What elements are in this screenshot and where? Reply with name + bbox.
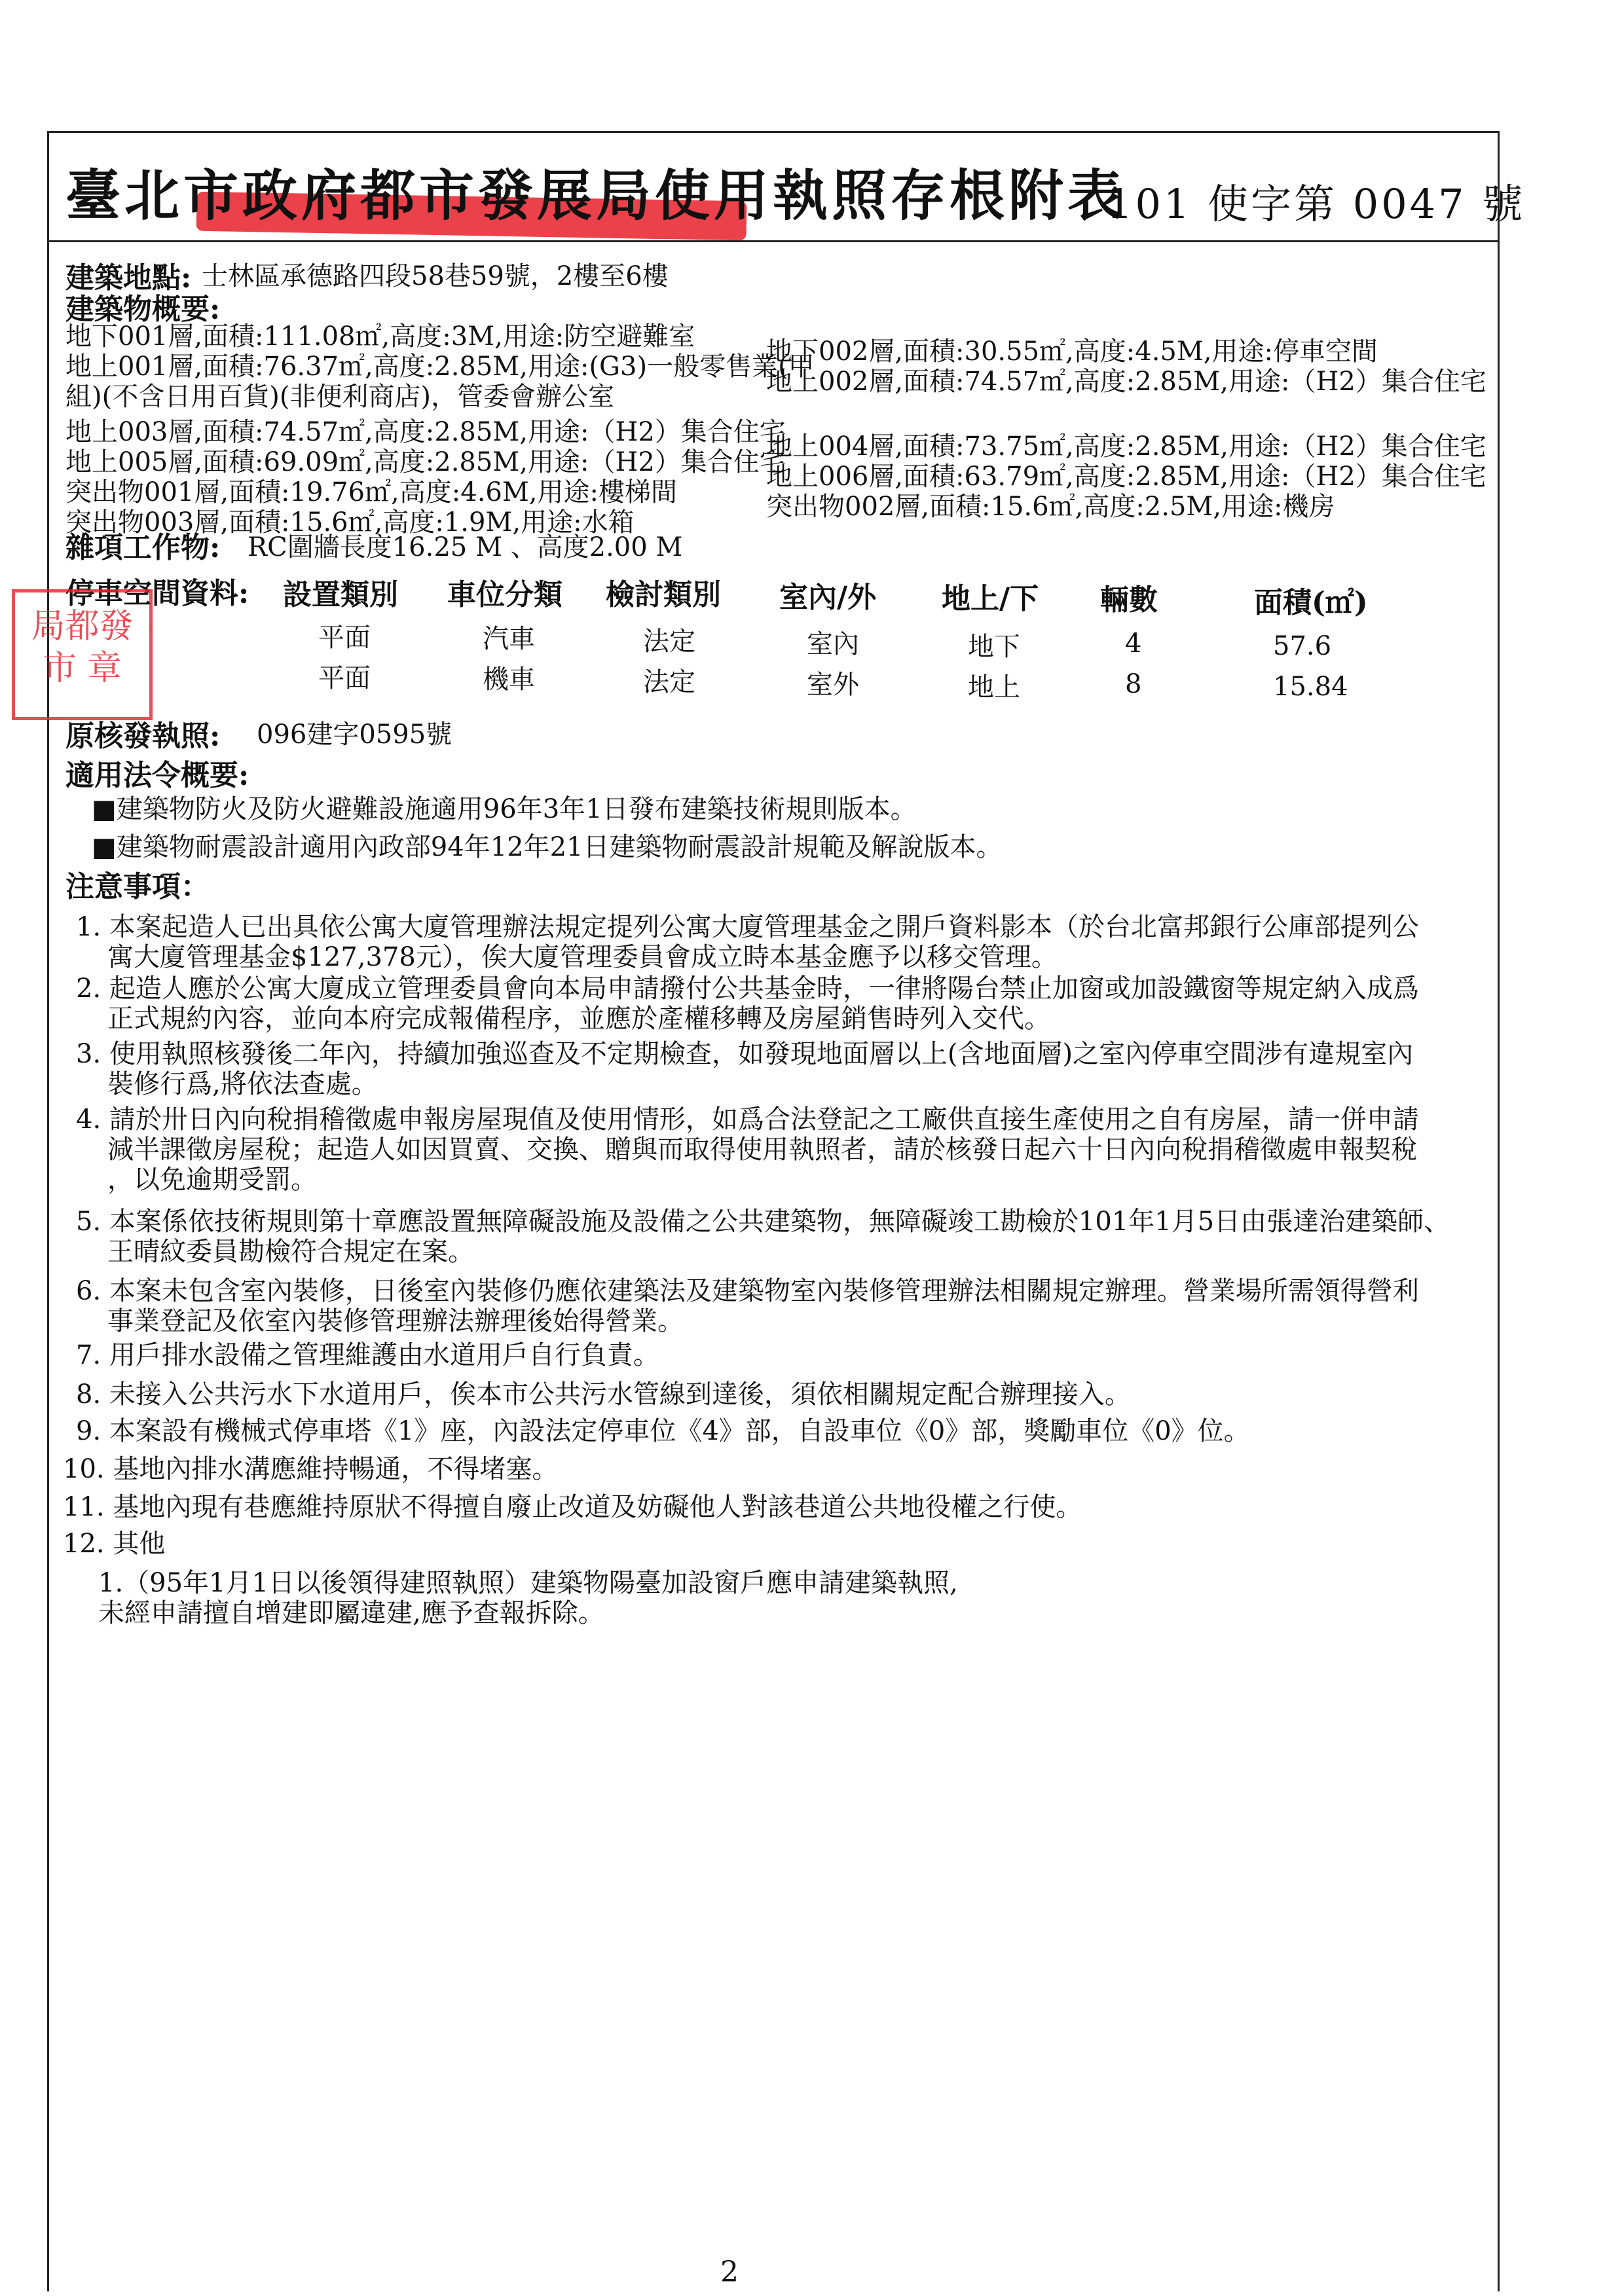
- note-line: 寓大廈管理基金$127,378元），俟大廈管理委員會成立時本基金應予以移交管理。: [107, 942, 1058, 972]
- parking-label: 停車空間資料:: [65, 577, 249, 610]
- note-line: 11. 基地內現有巷應維持原狀不得擅自廢止改道及妨礙他人對該巷道公共地役權之行使。: [63, 1492, 1082, 1522]
- parking-header: 輛數: [1100, 583, 1158, 617]
- misc-value: RC圍牆長度16.25 M 、高度2.00 M: [248, 532, 683, 562]
- overview-line: 地下001層,面積:111.08㎡,高度:3M,用途:防空避難室: [65, 321, 695, 352]
- note-line: 未經申請擅自增建即屬違建,應予查報拆除。: [98, 1598, 604, 1628]
- original-permit-label: 原核發執照:: [65, 720, 221, 753]
- document-title: 臺北市政府都市發展局使用執照存根附表: [65, 163, 1127, 228]
- note-line: 1. 本案起造人已出具依公寓大廈管理辦法規定提列公寓大廈管理基金之開戶資料影本（於台北富邦銀行公庫部提列公: [76, 912, 1419, 942]
- parking-header: 檢討類別: [606, 578, 721, 611]
- parking-cell: 57.6: [1273, 631, 1332, 661]
- note-line: 裝修行爲,將依法查處。: [107, 1069, 378, 1099]
- parking-cell: 地上: [968, 672, 1020, 702]
- permit-number: 101 使字第 0047 號: [1107, 180, 1526, 228]
- parking-cell: 機車: [483, 665, 535, 695]
- overview-right-line: 地上004層,面積:73.75㎡,高度:2.85M,用途:（H2）集合住宅: [766, 431, 1486, 462]
- overview-line: 地上005層,面積:69.09㎡,高度:2.85M,用途:（H2）集合住宅: [65, 447, 786, 477]
- notes-label: 注意事項：: [65, 870, 210, 903]
- parking-header: 設置類別: [283, 578, 398, 611]
- site-label: 建築地點:: [65, 261, 192, 295]
- original-permit-value: 096建字0595號: [257, 720, 452, 750]
- overview-right-line: 地上002層,面積:74.57㎡,高度:2.85M,用途:（H2）集合住宅: [766, 367, 1486, 397]
- note-line: 10. 基地內排水溝應維持暢通，不得堵塞。: [63, 1454, 559, 1484]
- note-line: 3. 使用執照核發後二年內，持續加強巡查及不定期檢查，如發現地面層以上(含地面層)之室內停車空間涉有違規室內: [76, 1039, 1414, 1069]
- note-line: 事業登記及依室內裝修管理辦法辦理後始得營業。: [107, 1306, 684, 1336]
- laws-label: 適用法令概要:: [65, 759, 249, 792]
- overview-line: 地上001層,面積:76.37㎡,高度:2.85M,用途:(G3)一般零售業(甲: [65, 352, 815, 382]
- parking-cell: 汽車: [483, 624, 535, 654]
- note-line: 8. 未接入公共污水下水道用戶，俟本市公共污水管線到達後，須依相關規定配合辦理接入。: [76, 1379, 1131, 1410]
- red-official-seal: 局都發市 章: [12, 589, 153, 720]
- overview-line: 突出物001層,面積:19.76㎡,高度:4.6M,用途:樓梯間: [65, 477, 678, 507]
- site-value: 士林區承德路四段58巷59號，2樓至6樓: [202, 261, 669, 291]
- note-line: 7. 用戶排水設備之管理維護由水道用戶自行負責。: [76, 1340, 659, 1370]
- overview-line: 突出物003層,面積:15.6㎡,高度:1.9M,用途:水箱: [65, 507, 635, 538]
- note-line: 正式規約內容，並向本府完成報備程序，並應於產權移轉及房屋銷售時列入交代。: [107, 1004, 1050, 1034]
- parking-header: 地上/下: [942, 582, 1039, 615]
- parking-header: 車位分類: [447, 578, 563, 611]
- parking-cell: 室外: [807, 670, 859, 700]
- note-line: 2. 起造人應於公寓大廈成立管理委員會向本局申請撥付公共基金時，一律將陽台禁止加窗或加設鐵窗等規定納入成爲: [76, 974, 1419, 1004]
- parking-cell: 法定: [643, 627, 695, 657]
- parking-cell: 15.84: [1273, 672, 1348, 702]
- note-line: 9. 本案設有機械式停車塔《1》座，內設法定停車位《4》部，自設車位《0》部，獎勵車位《0》位。: [76, 1416, 1250, 1446]
- parking-header: 室內/外: [779, 581, 877, 614]
- parking-cell: 法定: [643, 667, 695, 697]
- note-line: 6. 本案未包含室內裝修，日後室內裝修仍應依建築法及建築物室內裝修管理辦法相關規定辦理。營業場所需領得營利: [76, 1276, 1419, 1306]
- note-line: 王晴紋委員勘檢符合規定在案。: [107, 1237, 474, 1267]
- note-line: 1.（95年1月1日以後領得建照執照）建築物陽臺加設窗戶應申請建築執照,: [98, 1568, 958, 1598]
- note-line: 4. 請於卅日內向稅捐稽徵處申報房屋現值及使用情形，如爲合法登記之工廠供直接生產使用之自有房屋，請一併申請: [76, 1104, 1419, 1135]
- overview-right-line: 地上006層,面積:63.79㎡,高度:2.85M,用途:（H2）集合住宅: [766, 462, 1486, 492]
- misc-label: 雜項工作物:: [65, 531, 221, 564]
- parking-cell: 4: [1125, 629, 1142, 659]
- parking-cell: 地下: [968, 632, 1020, 662]
- overview-line: 組)(不含日用百貨)(非便利商店)，管委會辦公室: [65, 382, 615, 412]
- law-item: ■建築物防火及防火避難設施適用96年3年1日發布建築技術規則版本。: [92, 794, 917, 824]
- page-number: 2: [720, 2255, 739, 2289]
- parking-cell: 平面: [318, 663, 371, 693]
- note-line: 12. 其他: [63, 1529, 166, 1559]
- overview-label: 建築物概要:: [65, 293, 221, 326]
- parking-header: 面積(㎡): [1254, 586, 1368, 619]
- overview-right-line: 地下002層,面積:30.55㎡,高度:4.5M,用途:停車空間: [766, 337, 1378, 367]
- overview-right-line: 突出物002層,面積:15.6㎡,高度:2.5M,用途:機房: [766, 492, 1335, 522]
- law-item: ■建築物耐震設計適用內政部94年12年21日建築物耐震設計規範及解說版本。: [92, 832, 1003, 862]
- parking-cell: 平面: [318, 623, 371, 653]
- note-line: 減半課徵房屋稅；起造人如因買賣、交換、贈與而取得使用執照者，請於核發日起六十日內向稅捐稽徵處申報契稅: [107, 1135, 1417, 1165]
- note-line: 5. 本案係依技術規則第十章應設置無障礙設施及設備之公共建築物，無障礙竣工勘檢於101年1月5日由張達治建築師、: [76, 1207, 1450, 1237]
- overview-line: 地上003層,面積:74.57㎡,高度:2.85M,用途:（H2）集合住宅: [65, 417, 786, 447]
- parking-cell: 8: [1125, 669, 1142, 699]
- parking-cell: 室內: [807, 629, 859, 659]
- note-line: ，以免逾期受罰。: [107, 1165, 317, 1195]
